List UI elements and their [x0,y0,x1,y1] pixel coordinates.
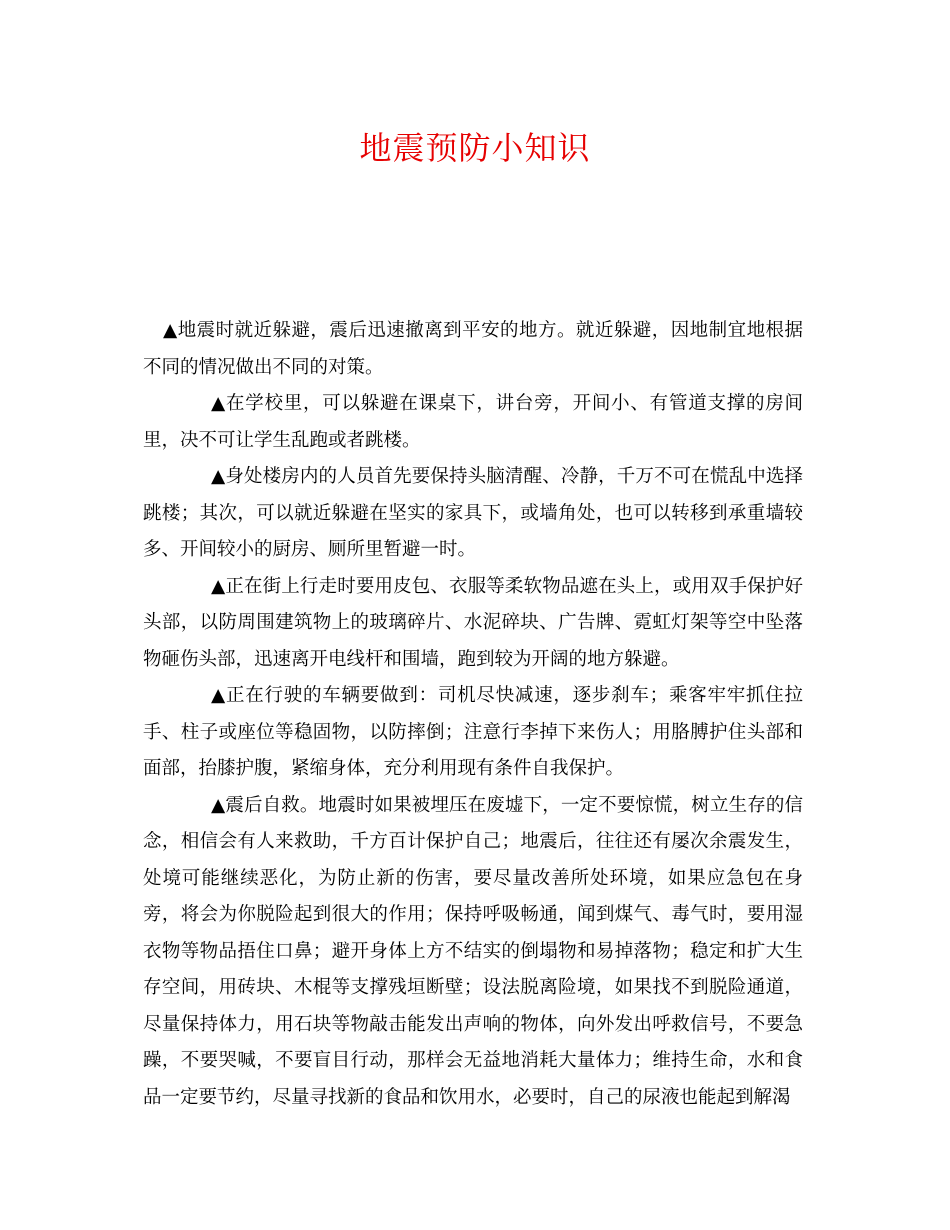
document-title: 地震预防小知识 [359,129,591,167]
paragraph-vehicle: ▲正在行驶的车辆要做到：司机尽快减速，逐步刹车；乘客牢牢抓住拉手、柱子或座位等稳固物，以防摔倒；注意行李掉下来伤人；用胳膊护住头部和面部，抬膝护腹，紧缩身体，充分利用现有条件自我保护。 [143,685,803,779]
paragraph-street: ▲正在街上行走时要用皮包、衣服等柔软物品遮在头上，或用双手保护好头部，以防周围建筑物上的玻璃碎片、水泥碎块、广告牌、霓虹灯架等空中坠落物砸伤头部，迅速离开电线杆和围墙，跑到较为开阔的地方躲避。 [143,575,803,670]
paragraph-building: ▲身处楼房内的人员首先要保持头脑清醒、冷静，千万不可在慌乱中选择跳楼；其次，可以就近躲避在坚实的家具下，或墙角处，也可以转移到承重墙较多、开间较小的厨房、厕所里暂避一时。 [143,466,803,560]
paragraph-nearby-shelter: ▲地震时就近躲避，震后迅速撤离到平安的地方。就近躲避，因地制宜地根据不同的情况做出不同的对策。 [143,320,803,378]
paragraph-self-rescue: ▲震后自救。地震时如果被埋压在废墟下，一定不要惊慌，树立生存的信念，相信会有人来救助，千方百计保护自己；地震后，往往还有屡次余震发生，处境可能继续恶化，为防止新的伤害，要尽量改善所处环境，如果应急包在身旁，将会为你脱险起到很大的作用；保持呼吸畅通，闻到煤气、毒气时，要用湿衣物等物品捂住口鼻；避开身体上方不结实的倒塌物和易掉落物；稳定和扩大生存空间，用砖块、木棍等支撑残垣断壁；设法脱离险境，如果找不到脱险通道，尽量保持体力，用石块等物敲击能发出声响的物体，向外发出呼救信号，不要急躁，不要哭喊，不要盲目行动，那样会无益地消耗大量体力；维持生命，水和食品一定要节约，尽量寻找新的食品和饮用水，必要时，自己的尿液也能起到解渴 [143,794,803,1108]
paragraph-school: ▲在学校里，可以躲避在课桌下，讲台旁，开间小、有管道支撑的房间里，决不可让学生乱跑或者跳楼。 [143,393,803,451]
document-body [143,313,803,1116]
